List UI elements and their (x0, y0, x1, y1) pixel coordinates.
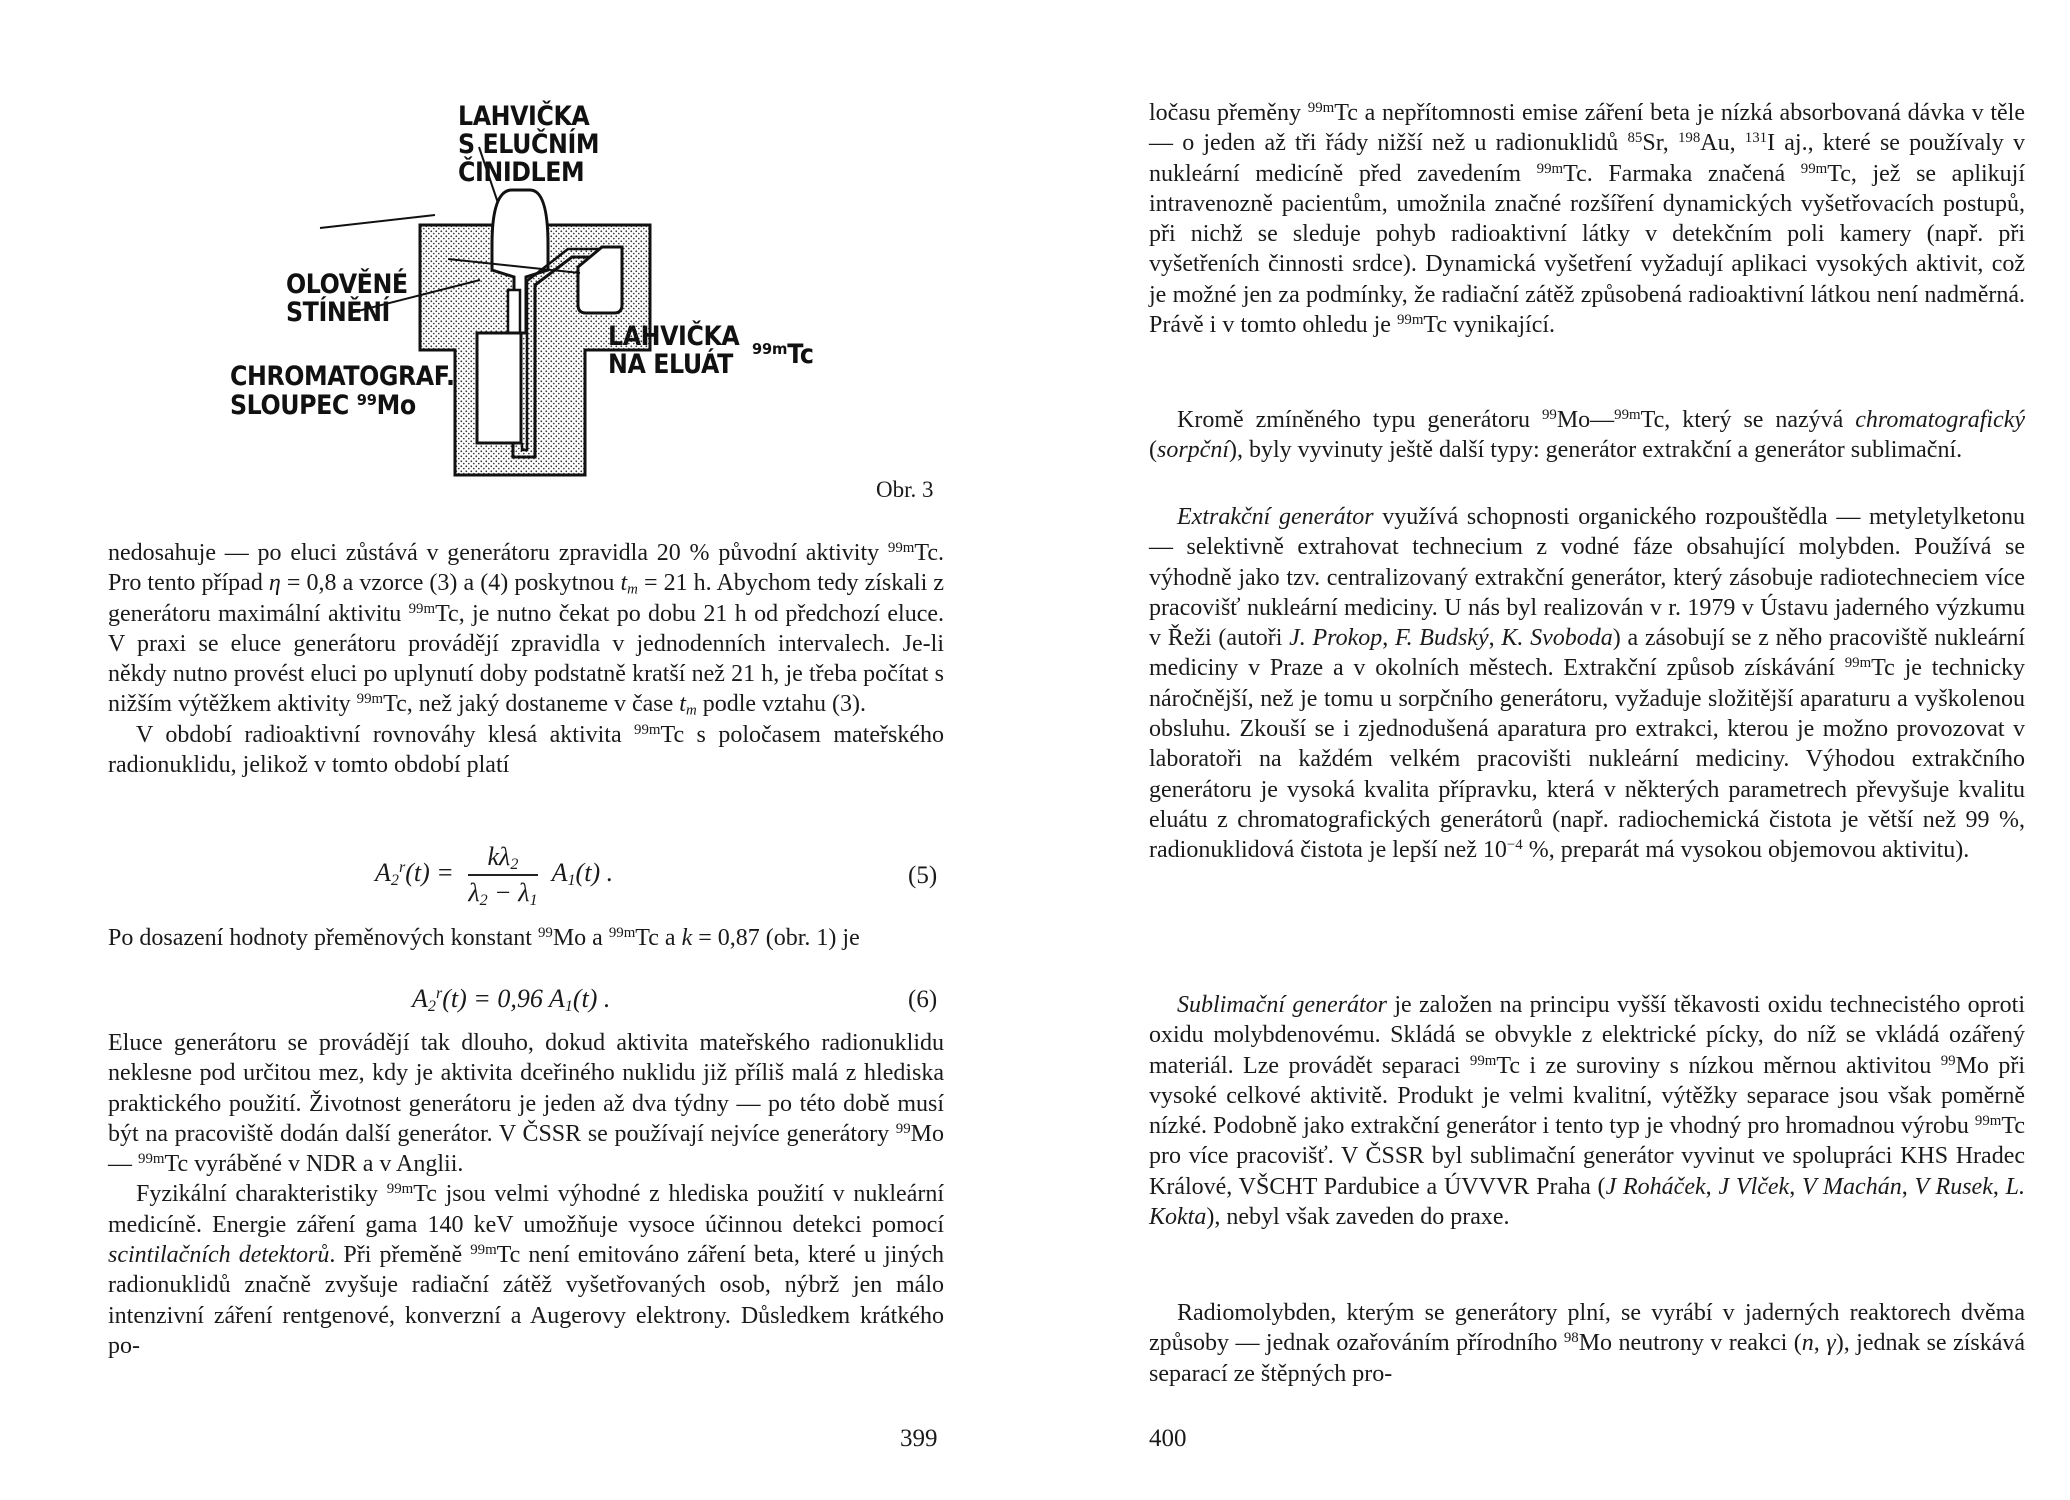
left-paragraph-1: nedosahuje — po eluci zůstává v generátoru zpravidla 20 % původní aktivity $^{99m}$Tc. Pro tento případ η = 0,8 a vzorce (3) a (4) poskytnou $t_m = 21$ h. Abychom tedy získali z generátoru maximální aktivitu $^{99m}$Tc, je nutno čekat po dobu 21 h od předchozí eluce. V praxi se eluce generátoru provádějí zpravidla v jednodenních intervalech. Je-li někdy nutno provést eluci po uplynutí doby podstatně kratší než 21 h, je třeba počítat s nižším výtěžkem aktivity $^{99m}$Tc, než jaký dostaneme v čase $t_m$ podle vztahu (3). V období radioaktivní rovnováhy klesá aktivita $^{99m}$Tc s poločasem mateřského radionuklidu, jelikož v tomto období platí (108, 539, 945, 779)
label-tc-isotope: ⁹⁹ᵐTc (752, 339, 814, 370)
label-eluate-bottle: LAHVIČKA NA ELUÁT (608, 321, 740, 380)
chromatography-column (477, 333, 521, 443)
generator-diagram (230, 95, 850, 495)
right-paragraph-3: Extrakční generátor využívá schopnosti organického rozpouštědla — metyletylketonu — selektivně extrahovat technecium z vodné fáze obsahující molybden. Používá se výhodně jako tzv. centralizovaný extrakční generátor, který zásobuje radiotechneciem více pracovišť nukleární mediciny. U nás byl realizován v r. 1979 v Ústavu jaderného výzkumu v Řeži (autoři J. Prokop, F. Budský, K. Svoboda) a zásobují se z něho pracoviště nukleární mediciny v Praze a v okolních městech. Extrakční způsob získávání $^{99m}$Tc je technicky náročnější, než je tomu u sorpčního generátoru, vyžaduje složitější aparaturu a vyškolenou obsluhu. Zkouší se i zjednodušená aparatura pro extrakci, kterou je možno provozovat v laboratoři na každém velkém pracovišti nukleární mediciny. Výhodou extrakčního generátoru je vysoká kvalita přípravku, která v některých parametrech převyšuje kvalitu eluátu z chromatografických generátorů (např. radiochemická čistota je větší než 99 %, radionuklidová čistota je lepší než $10^{-4}$ %, preparát má vysokou objemovou aktivitu). (1149, 504, 2026, 864)
right-page (1035, 0, 2070, 1500)
equation-6: $A_2^r(t) = 0,96$ $A_1(t)$ . (412, 984, 611, 1016)
left-paragraph-3: Eluce generátoru se provádějí tak dlouho, dokud aktivita mateřského radionuklidu neklesne pod určitou mez, kdy je aktivita dceřiného nuklidu již příliš malá z hlediska praktického použití. Životnost generátoru je jeden až dva týdny — po této době musí být na pracoviště dodán další generátor. V ČSSR se používají nejvíce generátory $^{99}$Mo — $^{99m}$Tc vyráběné v NDR a v Anglii. Fyzikální charakteristiky $^{99m}$Tc jsou velmi výhodné z hlediska použití v nukleární medicíně. Energie záření gama 140 keV umožňuje vysoce účinnou detekci pomocí scintilačních detektorů. Při přeměně $^{99m}$Tc není emitováno záření beta, které u jiných radionuklidů značně zvyšuje radiační zátěž vyšetřovaných osob, nýbrž jen málo intenzivní záření rentgenové, konverzní a Augerovy elektrony. Důsledkem krátkého po- (108, 1030, 945, 1359)
right-paragraph-2: Kromě zmíněného typu generátoru $^{99}$Mo—$^{99m}$Tc, který se nazývá chromatografický (sorpční), byly vyvinuty ještě další typy: generátor extrakční a generátor sublimační. (1149, 406, 2025, 464)
right-paragraph-4: Sublimační generátor je založen na principu vyšší těkavosti oxidu technecistého oproti oxidu molybdenovému. Skládá se obvykle z elektrické pícky, do níž se vkládá ozářený materiál. Lze provádět separaci $^{99m}$Tc i ze suroviny s nízkou měrnou aktivitou $^{99}$Mo při vysoké celkové aktivitě. Produkt je velmi kvalitní, výtěžky separace jsou však poměrně nízké. Podobně jako extrakční generátor i tento typ je vhodný pro hromadnou výrobu $^{99m}$Tc pro více pracovišť. V ČSSR byl sublimační generátor vyvinut ve spolupráci KHS Hradec Králové, VŠCHT Pardubice a ÚVVVR Praha (J Roháček, J Vlček, V Machán, V Rusek, L. Kokta), nebyl však zaveden do praxe. (1149, 992, 2026, 1231)
figure-caption: Obr. 3 (876, 477, 934, 502)
label-bottle-eluent: LAHVIČKA S ELUČNÍM ČINIDLEM (458, 101, 600, 188)
page-number-left: 399 (900, 1425, 938, 1452)
label-column-line-1: CHROMATOGRAF. (230, 361, 455, 392)
equation-6-number: (6) (908, 986, 938, 1013)
label-lead-shield: OLOVĚNÉ STÍNĚNÍ (286, 269, 408, 328)
right-paragraph-5: Radiomolybden, kterým se generátory plní, se vyrábí v jaderných reaktorech dvěma způsoby — jednak ozařováním přírodního $^{98}$Mo neutrony v reakci (n, γ), jednak se získává separací ze štěpných pro- (1149, 1300, 2025, 1387)
equation-5: $A_2^r(t)$ = $\frac{k\lambda_2}{\lambda_2 - \lambda_1}$ $A_1(t)$ . (375, 842, 614, 910)
equation-5-number: (5) (908, 862, 938, 889)
label-column-line-2: SLOUPEC ⁹⁹Mo (230, 390, 416, 421)
left-paragraph-2: Po dosazení hodnoty přeměnových konstant $^{99}$Mo a $^{99m}$Tc a k = 0,87 (obr. 1) je (108, 924, 860, 951)
page-number-right: 400 (1149, 1425, 1187, 1452)
right-paragraph-1: ločasu přeměny $^{99m}$Tc a nepřítomnosti emise záření beta je nízká absorbovaná dávka v těle — o jeden až tři řády nižší než u radionuklidů $^{85}$Sr, $^{198}$Au, $^{131}$I aj., které se používaly v nukleární medicíně před zavedením $^{99m}$Tc. Farmaka značená $^{99m}$Tc, jež se aplikují intravenozně pacientům, umožnila značné rozšíření dynamických vyšetřovacích postupů, při nichž se sleduje pohyb radioaktivní látky v detekčním poli kamery (např. při vyšetřeních činnosti srdce). Dynamická vyšetření vyžadují aplikaci vysokých aktivit, což je možné jen za podmínky, že radiační zátěž způsobená radioaktivní látkou není nadměrná. Právě i v tomto ohledu je $^{99m}$Tc vynikající. (1149, 99, 2025, 339)
